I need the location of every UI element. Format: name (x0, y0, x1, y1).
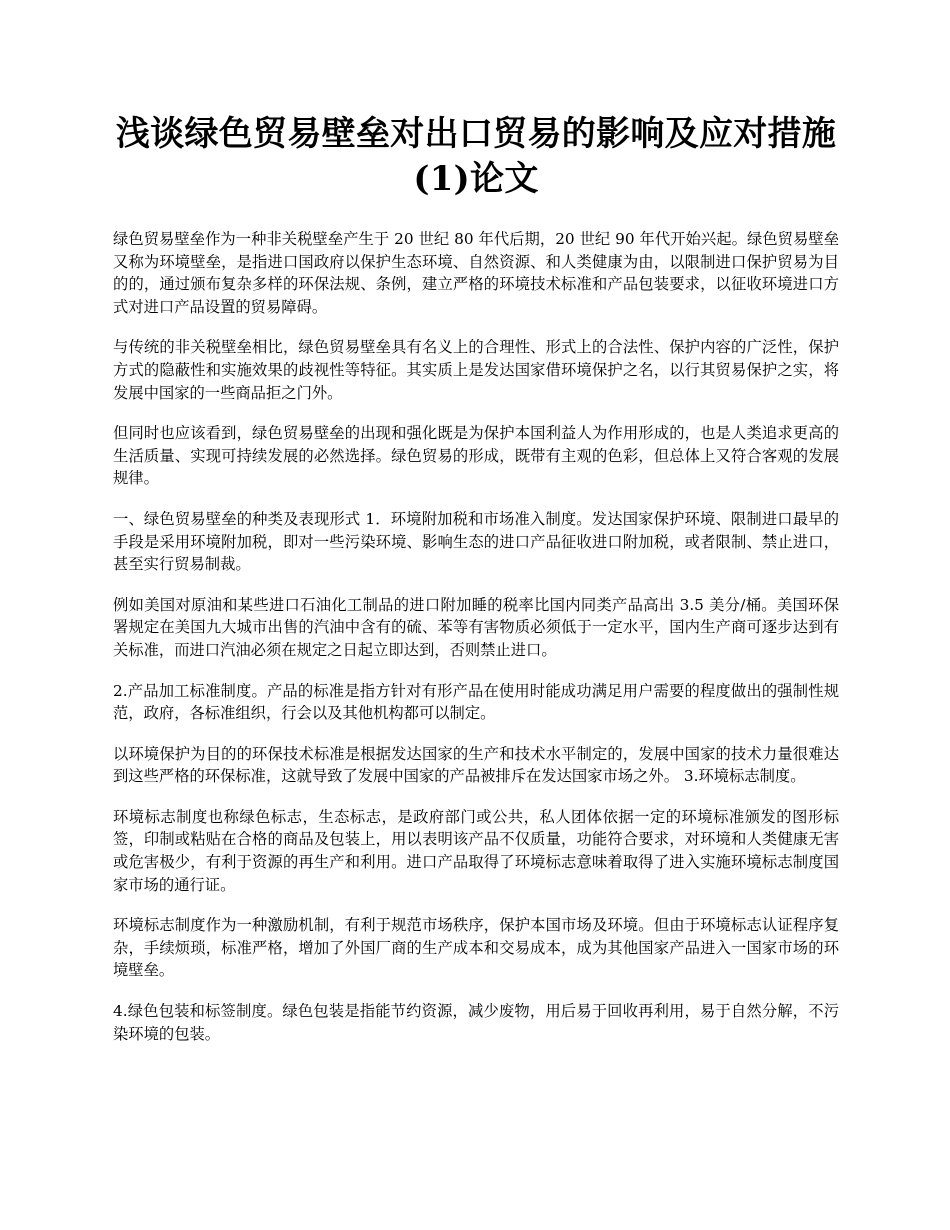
paragraph: 环境标志制度也称绿色标志，生态标志，是政府部门或公共，私人团体依据一定的环境标准颁发的图形标签，印制或粘贴在合格的商品及包装上，用以表明该产品不仅质量，功能符合要求，对环境和人类健康无害或危害极少，有利于资源的再生产和利用。进口产品取得了环境标志意味着取得了进入实施环境标志制度国家市场的通行证。 (113, 807, 839, 894)
paragraph: 一、绿色贸易壁垒的种类及表现形式 1．环境附加税和市场准入制度。发达国家保护环境、限制进口最早的手段是采用环境附加税，即对一些污染环境、影响生态的进口产品征收进口附加税，或者限制、禁止进口，甚至实行贸易制裁。 (113, 509, 839, 574)
document-title: 浅谈绿色贸易壁垒对出口贸易的影响及应对措施(1)论文 (115, 114, 837, 199)
paragraph: 绿色贸易壁垒作为一种非关税壁垒产生于 20 世纪 80 年代后期，20 世纪 90 年代开始兴起。绿色贸易壁垒又称为环境壁垒，是指进口国政府以保护生态环境、自然资源、和人类健康为由，以限制进口保护贸易为目的的，通过颁布复杂多样的环保法规、条例，建立严格的环境技术标准和产品包装要求，以征收环境进口方式对进口产品设置的贸易障碍。 (113, 230, 839, 316)
paragraph: 例如美国对原油和某些进口石油化工制品的进口附加睡的税率比国内同类产品高出 3.5 美分/桶。美国环保署规定在美国九大城市出售的汽油中含有的硫、苯等有害物质必须低于一定水平，国内生产商可逐步达到有关标准，而进口汽油必须在规定之日起立即达到，否则禁止进口。 (113, 595, 839, 659)
paragraph: 2.产品加工标准制度。产品的标准是指方针对有形产品在使用时能成功满足用户需要的程度做出的强制性规范，政府，各标准组织，行会以及其他机构都可以制定。 (113, 681, 839, 723)
paragraph: 环境标志制度作为一种激励机制，有利于规范市场秩序，保护本国市场及环境。但由于环境标志认证程序复杂，手续烦琐，标准严格，增加了外国厂商的生产成本和交易成本，成为其他国家产品进入一国家市场的环境壁垒。 (113, 916, 839, 980)
paragraph: 以环境保护为目的的环保技术标准是根据发达国家的生产和技术水平制定的，发展中国家的技术力量很难达到这些严格的环保标准，这就导致了发展中国家的产品被排斥在发达国家市场之外。 3.环境标志制度。 (113, 744, 839, 786)
document-page (113, 112, 839, 1063)
paragraph: 但同时也应该看到，绿色贸易壁垒的出现和强化既是为保护本国利益人为作用形成的，也是人类追求更高的生活质量、实现可持续发展的必然选择。绿色贸易的形成，既带有主观的色彩，但总体上又符合客观的发展规律。 (113, 424, 839, 488)
paragraph: 与传统的非关税壁垒相比，绿色贸易壁垒具有名义上的合理性、形式上的合法性、保护内容的广泛性，保护方式的隐蔽性和实施效果的歧视性等特征。其实质上是发达国家借环境保护之名，以行其贸易保护之实，将发展中国家的一些商品拒之门外。 (113, 338, 839, 402)
paragraph: 4.绿色包装和标签制度。绿色包装是指能节约资源，减少废物，用后易于回收再利用，易于自然分解，不污染环境的包装。 (113, 1002, 839, 1043)
